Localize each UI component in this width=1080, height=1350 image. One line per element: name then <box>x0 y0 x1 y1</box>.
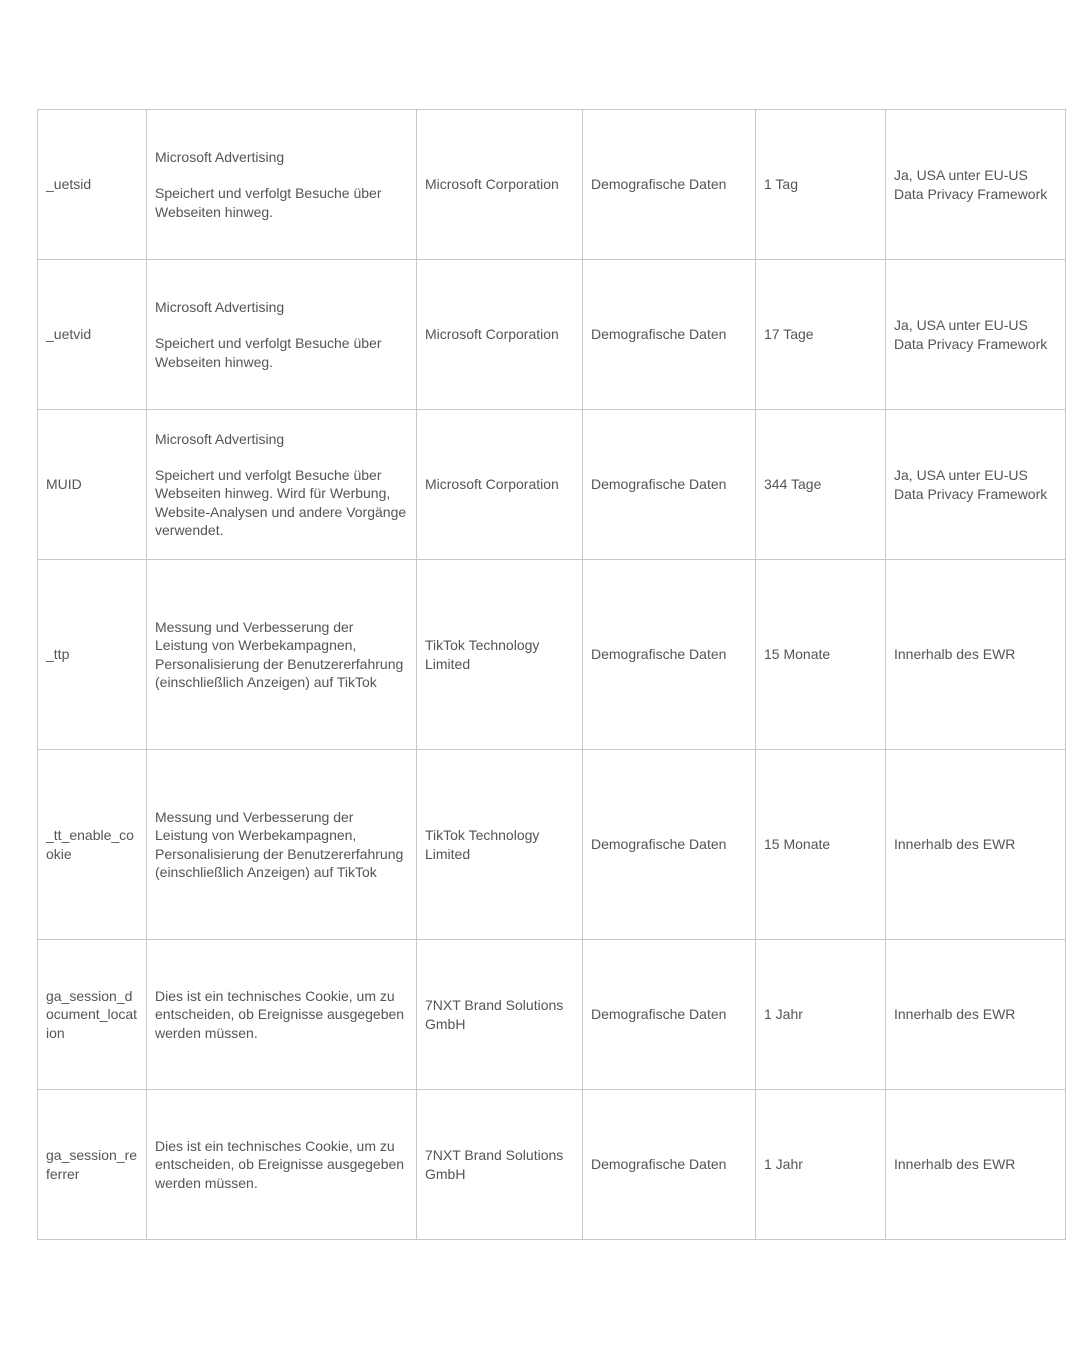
duration-cell: 1 Jahr <box>756 1090 886 1240</box>
provider-cell: Microsoft Corporation <box>417 260 583 410</box>
provider-cell: Microsoft Corporation <box>417 410 583 560</box>
table-row <box>38 940 1066 1090</box>
transfer-cell: Innerhalb des EWR <box>886 1090 1066 1240</box>
description-text: Messung und Verbesserung der Leistung von Werbekampagnen, Personalisierung der Benutzererfahrung (einschließlich Anzeigen) auf TikTok <box>155 808 404 880</box>
category-cell: Demografische Daten <box>583 750 756 940</box>
transfer-cell: Innerhalb des EWR <box>886 560 1066 750</box>
cookie-name-cell: ga_session_referrer <box>38 1090 147 1240</box>
description-title: Microsoft Advertising <box>155 149 285 166</box>
category-cell: Demografische Daten <box>583 260 756 410</box>
provider-cell: TikTok Technology Limited <box>417 750 583 940</box>
transfer-cell: Ja, USA unter EU-US Data Privacy Framework <box>886 410 1066 560</box>
cookie-description-cell <box>147 1090 417 1240</box>
description-text: Speichert und verfolgt Besuche über Webseiten hinweg. Wird für Werbung, Website-Analysen und andere Vorgänge verwendet. <box>155 467 407 538</box>
category-cell: Demografische Daten <box>583 560 756 750</box>
category-cell: Demografische Daten <box>583 410 756 560</box>
description-text: Dies ist ein technisches Cookie, um zu entscheiden, ob Ereignisse ausgegeben werden müssen. <box>155 1138 405 1191</box>
duration-cell: 344 Tage <box>756 410 886 560</box>
duration-cell: 1 Jahr <box>756 940 886 1090</box>
duration-cell: 15 Monate <box>756 750 886 940</box>
category-cell: Demografische Daten <box>583 1090 756 1240</box>
cookie-name-cell: ga_session_document_location <box>38 940 147 1090</box>
cookie-description-cell <box>147 410 417 560</box>
cookie-name-cell: _uetsid <box>38 110 147 260</box>
category-cell: Demografische Daten <box>583 110 756 260</box>
cookie-name-cell: _uetvid <box>38 260 147 410</box>
cookie-name-cell: _ttp <box>38 560 147 750</box>
cookie-description-cell <box>147 750 417 940</box>
description-title: Microsoft Advertising <box>155 430 285 447</box>
description-text: Speichert und verfolgt Besuche über Webseiten hinweg. <box>155 335 382 370</box>
cookie-description-cell <box>147 940 417 1090</box>
cookie-name-cell: _tt_enable_cookie <box>38 750 147 940</box>
description-text: Speichert und verfolgt Besuche über Webseiten hinweg. <box>155 185 382 220</box>
description-text: Messung und Verbesserung der Leistung von Werbekampagnen, Personalisierung der Benutzererfahrung (einschließlich Anzeigen) auf TikTok <box>155 618 404 690</box>
transfer-cell: Innerhalb des EWR <box>886 750 1066 940</box>
table-row <box>38 110 1066 260</box>
transfer-cell: Ja, USA unter EU-US Data Privacy Framework <box>886 260 1066 410</box>
cookie-description-cell <box>147 560 417 750</box>
table-row <box>38 260 1066 410</box>
cookie-name-cell: MUID <box>38 410 147 560</box>
table-row <box>38 750 1066 940</box>
provider-cell: 7NXT Brand Solutions GmbH <box>417 940 583 1090</box>
table-row <box>38 1090 1066 1240</box>
cookie-description-cell <box>147 260 417 410</box>
category-cell: Demografische Daten <box>583 940 756 1090</box>
duration-cell: 17 Tage <box>756 260 886 410</box>
provider-cell: 7NXT Brand Solutions GmbH <box>417 1090 583 1240</box>
transfer-cell: Ja, USA unter EU-US Data Privacy Framework <box>886 110 1066 260</box>
transfer-cell: Innerhalb des EWR <box>886 940 1066 1090</box>
provider-cell: TikTok Technology Limited <box>417 560 583 750</box>
description-title: Microsoft Advertising <box>155 299 285 316</box>
duration-cell: 1 Tag <box>756 110 886 260</box>
cookie-table <box>37 109 1066 1240</box>
table-row <box>38 410 1066 560</box>
cookie-description-cell <box>147 110 417 260</box>
provider-cell: Microsoft Corporation <box>417 110 583 260</box>
table-row <box>38 560 1066 750</box>
duration-cell: 15 Monate <box>756 560 886 750</box>
description-text: Dies ist ein technisches Cookie, um zu entscheiden, ob Ereignisse ausgegeben werden müssen. <box>155 988 405 1041</box>
